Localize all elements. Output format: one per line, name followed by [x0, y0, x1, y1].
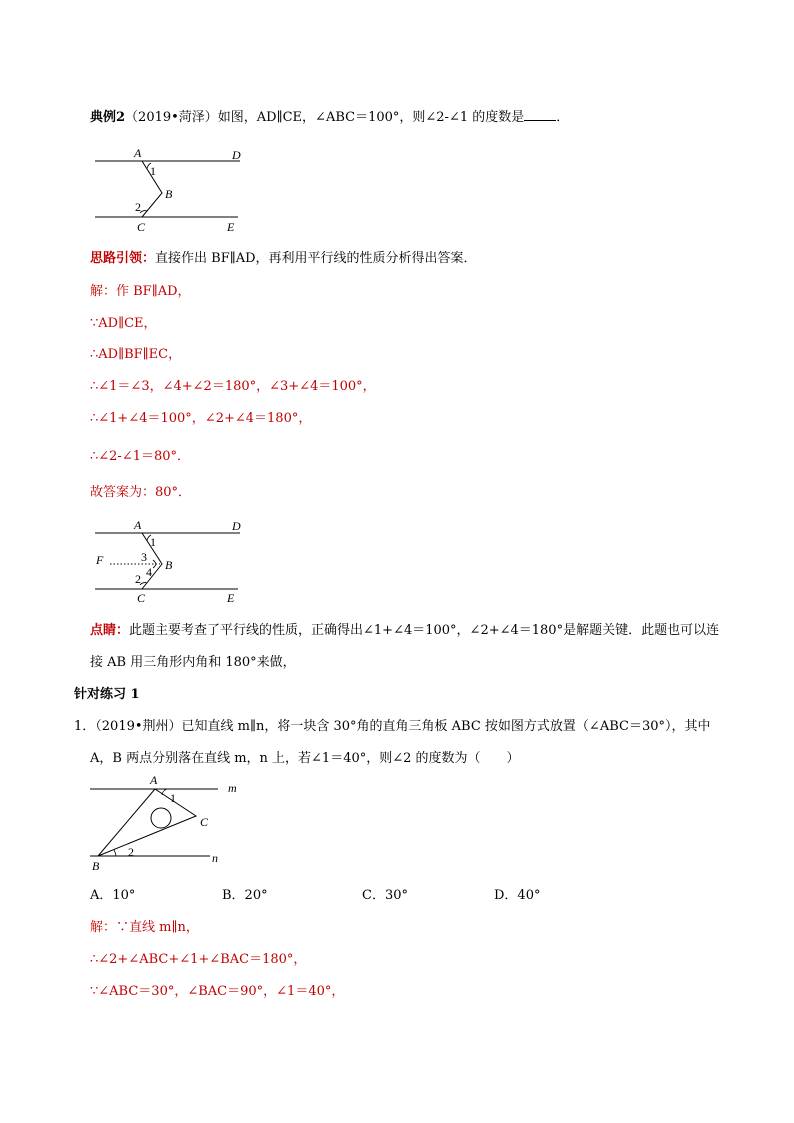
- label-B: B: [165, 187, 173, 201]
- solution1-line-6: ∴∠2-∠1＝80°．: [90, 449, 191, 464]
- solution1-line-2: ∵AD∥CE，: [90, 316, 157, 331]
- label-A: A: [150, 773, 158, 787]
- label-A: A: [134, 146, 142, 160]
- angle-label-2: 2: [135, 572, 141, 586]
- answer-blank: [524, 108, 556, 121]
- angle-label-2: 2: [128, 845, 134, 859]
- label-B: B: [165, 558, 173, 572]
- label-E: E: [227, 591, 235, 605]
- practice-question-line-1: 1．（2019•荆州）已知直线 m∥n，将一块含 30°角的直角三角板 ABC 按如图方式放置（∠ABC＝30°），其中: [74, 719, 711, 734]
- comment-text-1: 此题主要考查了平行线的性质，正确得出∠1+∠4＝100°，∠2+∠4＝180°是解题关键．此题也可以连: [129, 623, 720, 638]
- practice-question-line-2: A，B 两点分别落在直线 m，n 上，若∠1＝40°，则∠2 的度数为（ ）: [90, 751, 520, 766]
- solution2-line-1: 解：∵直线 m∥n，: [90, 920, 199, 935]
- option-d: D．40°: [494, 888, 541, 903]
- label-E: E: [227, 220, 235, 234]
- example-tag: 典例2: [90, 110, 126, 125]
- angle-label-1: 1: [170, 791, 176, 805]
- angle-label-1: 1: [150, 164, 156, 178]
- answer1: 故答案为：80°．: [90, 485, 192, 500]
- solution2-line-3: ∵∠ABC＝30°，∠BAC＝90°，∠1＝40°，: [90, 984, 345, 999]
- example-question: 典例2（2019•菏泽）如图，AD∥CE，∠ABC＝100°，则∠2-∠1 的度数是 ．: [90, 110, 570, 125]
- figure-triangle-ruler: [88, 772, 238, 872]
- hint: [90, 250, 477, 268]
- label-C: C: [137, 220, 146, 234]
- option-c: C．30°: [362, 888, 408, 903]
- label-C: C: [200, 815, 209, 829]
- label-F: F: [96, 553, 104, 567]
- comment-line-2: 接 AB 用三角形内角和 180°来做，: [90, 655, 296, 670]
- angle-label-3: 3: [141, 550, 147, 564]
- solution1-line-3: ∴AD∥BF∥EC，: [90, 347, 182, 362]
- label-D: D: [232, 148, 241, 162]
- option-a: A．10°: [90, 888, 136, 903]
- hint-tag: 思路引领：: [90, 251, 156, 266]
- angle-label-1: 1: [150, 535, 156, 549]
- hint-text: 直接作出 BF∥AD，再利用平行线的性质分析得出答案．: [155, 251, 477, 266]
- comment-line-1: [90, 622, 719, 640]
- label-A: A: [134, 518, 142, 532]
- solution1-line-5: ∴∠1+∠4＝100°，∠2+∠4＝180°，: [90, 411, 312, 426]
- practice-title: 针对练习 1: [74, 687, 140, 702]
- label-n: n: [212, 851, 218, 865]
- label-B: B: [92, 859, 100, 873]
- label-m: m: [228, 781, 237, 795]
- solution1-line-4: ∴∠1＝∠3，∠4+∠2＝180°，∠3+∠4＝100°，: [90, 379, 376, 394]
- solution2-line-2: ∴∠2+∠ABC+∠1+∠BAC＝180°，: [90, 952, 307, 967]
- solution1-line-1: 解：作 BF∥AD，: [90, 284, 191, 299]
- angle-label-2: 2: [135, 200, 141, 214]
- label-D: D: [232, 519, 241, 533]
- figure-parallel-lines-1: [90, 145, 250, 235]
- angle-label-4: 4: [146, 565, 152, 579]
- option-b: B．20°: [222, 888, 268, 903]
- example-question-text: （2019•菏泽）如图，AD∥CE，∠ABC＝100°，则∠2-∠1 的度数是: [125, 110, 525, 125]
- label-C: C: [137, 591, 146, 605]
- figure-parallel-lines-2: [90, 516, 250, 606]
- comment-tag: 点睛：: [90, 623, 130, 638]
